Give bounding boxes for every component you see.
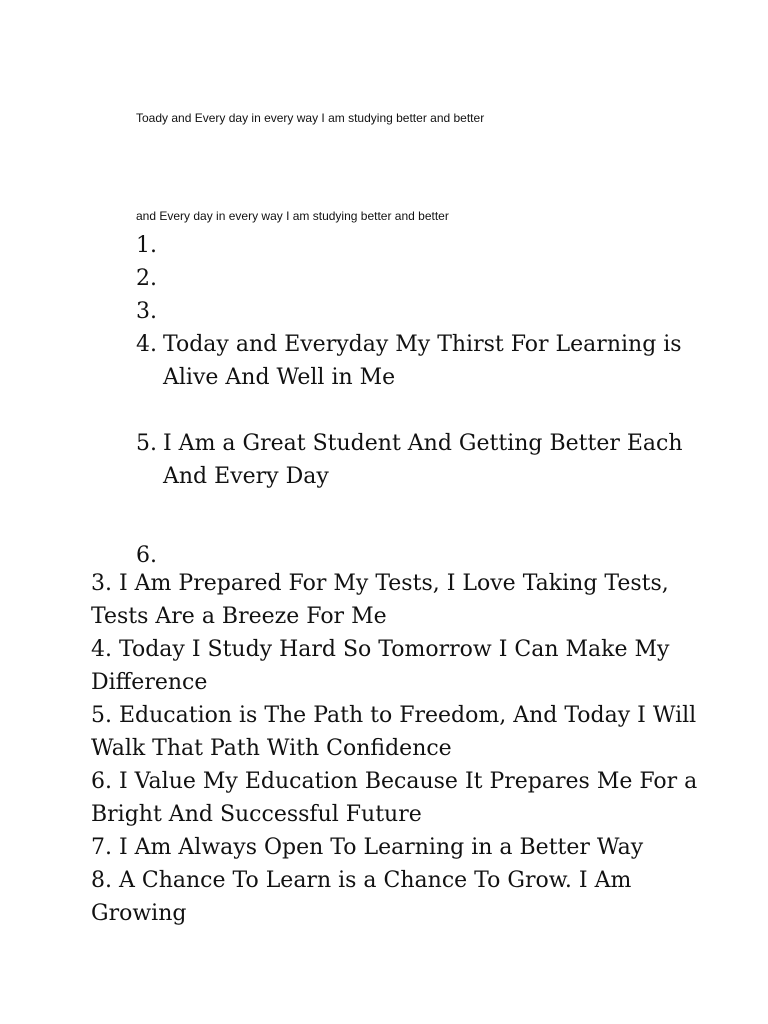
list-item-text: I Am a Great Student And Getting Better Each And Every Day bbox=[163, 431, 683, 489]
list-item-text bbox=[163, 299, 170, 324]
paragraph: 7. I Am Always Open To Learning in a Better Way bbox=[91, 835, 644, 860]
paragraph: 4. Today I Study Hard So Tomorrow I Can Make My Difference bbox=[91, 637, 670, 695]
list-item-number: 3. bbox=[136, 299, 157, 324]
list-item bbox=[136, 427, 696, 493]
list-item bbox=[136, 229, 696, 262]
affirmation-paragraphs bbox=[91, 567, 711, 930]
numbered-affirmation-list bbox=[136, 229, 696, 572]
list-item-number: 6. bbox=[136, 543, 157, 568]
list-item bbox=[136, 295, 696, 328]
paragraph: 5. Education is The Path to Freedom, And Today I Will Walk That Path With Confidence bbox=[91, 703, 697, 761]
paragraph: 8. A Chance To Learn is a Chance To Grow. I Am Growing bbox=[91, 868, 632, 926]
list-item bbox=[136, 328, 696, 394]
list-item-text: Today and Everyday My Thirst For Learning is Alive And Well in Me bbox=[163, 332, 682, 390]
list-item-number: 4. bbox=[136, 332, 157, 357]
list-item-text bbox=[163, 266, 170, 291]
list-item-number: 5. bbox=[136, 431, 157, 456]
list-item bbox=[136, 262, 696, 295]
affirmation-heading-line: Toady and Every day in every way I am studying better and better bbox=[136, 111, 485, 125]
paragraph: 3. I Am Prepared For My Tests, I Love Taking Tests, Tests Are a Breeze For Me bbox=[91, 571, 669, 629]
list-item-text bbox=[163, 233, 170, 258]
affirmation-subheading-line: and Every day in every way I am studying better and better bbox=[136, 209, 449, 223]
list-item-number: 2. bbox=[136, 266, 157, 291]
list-item-number: 1. bbox=[136, 233, 157, 258]
paragraph: 6. I Value My Education Because It Prepares Me For a Bright And Successful Future bbox=[91, 769, 698, 827]
list-item-text bbox=[163, 543, 170, 568]
